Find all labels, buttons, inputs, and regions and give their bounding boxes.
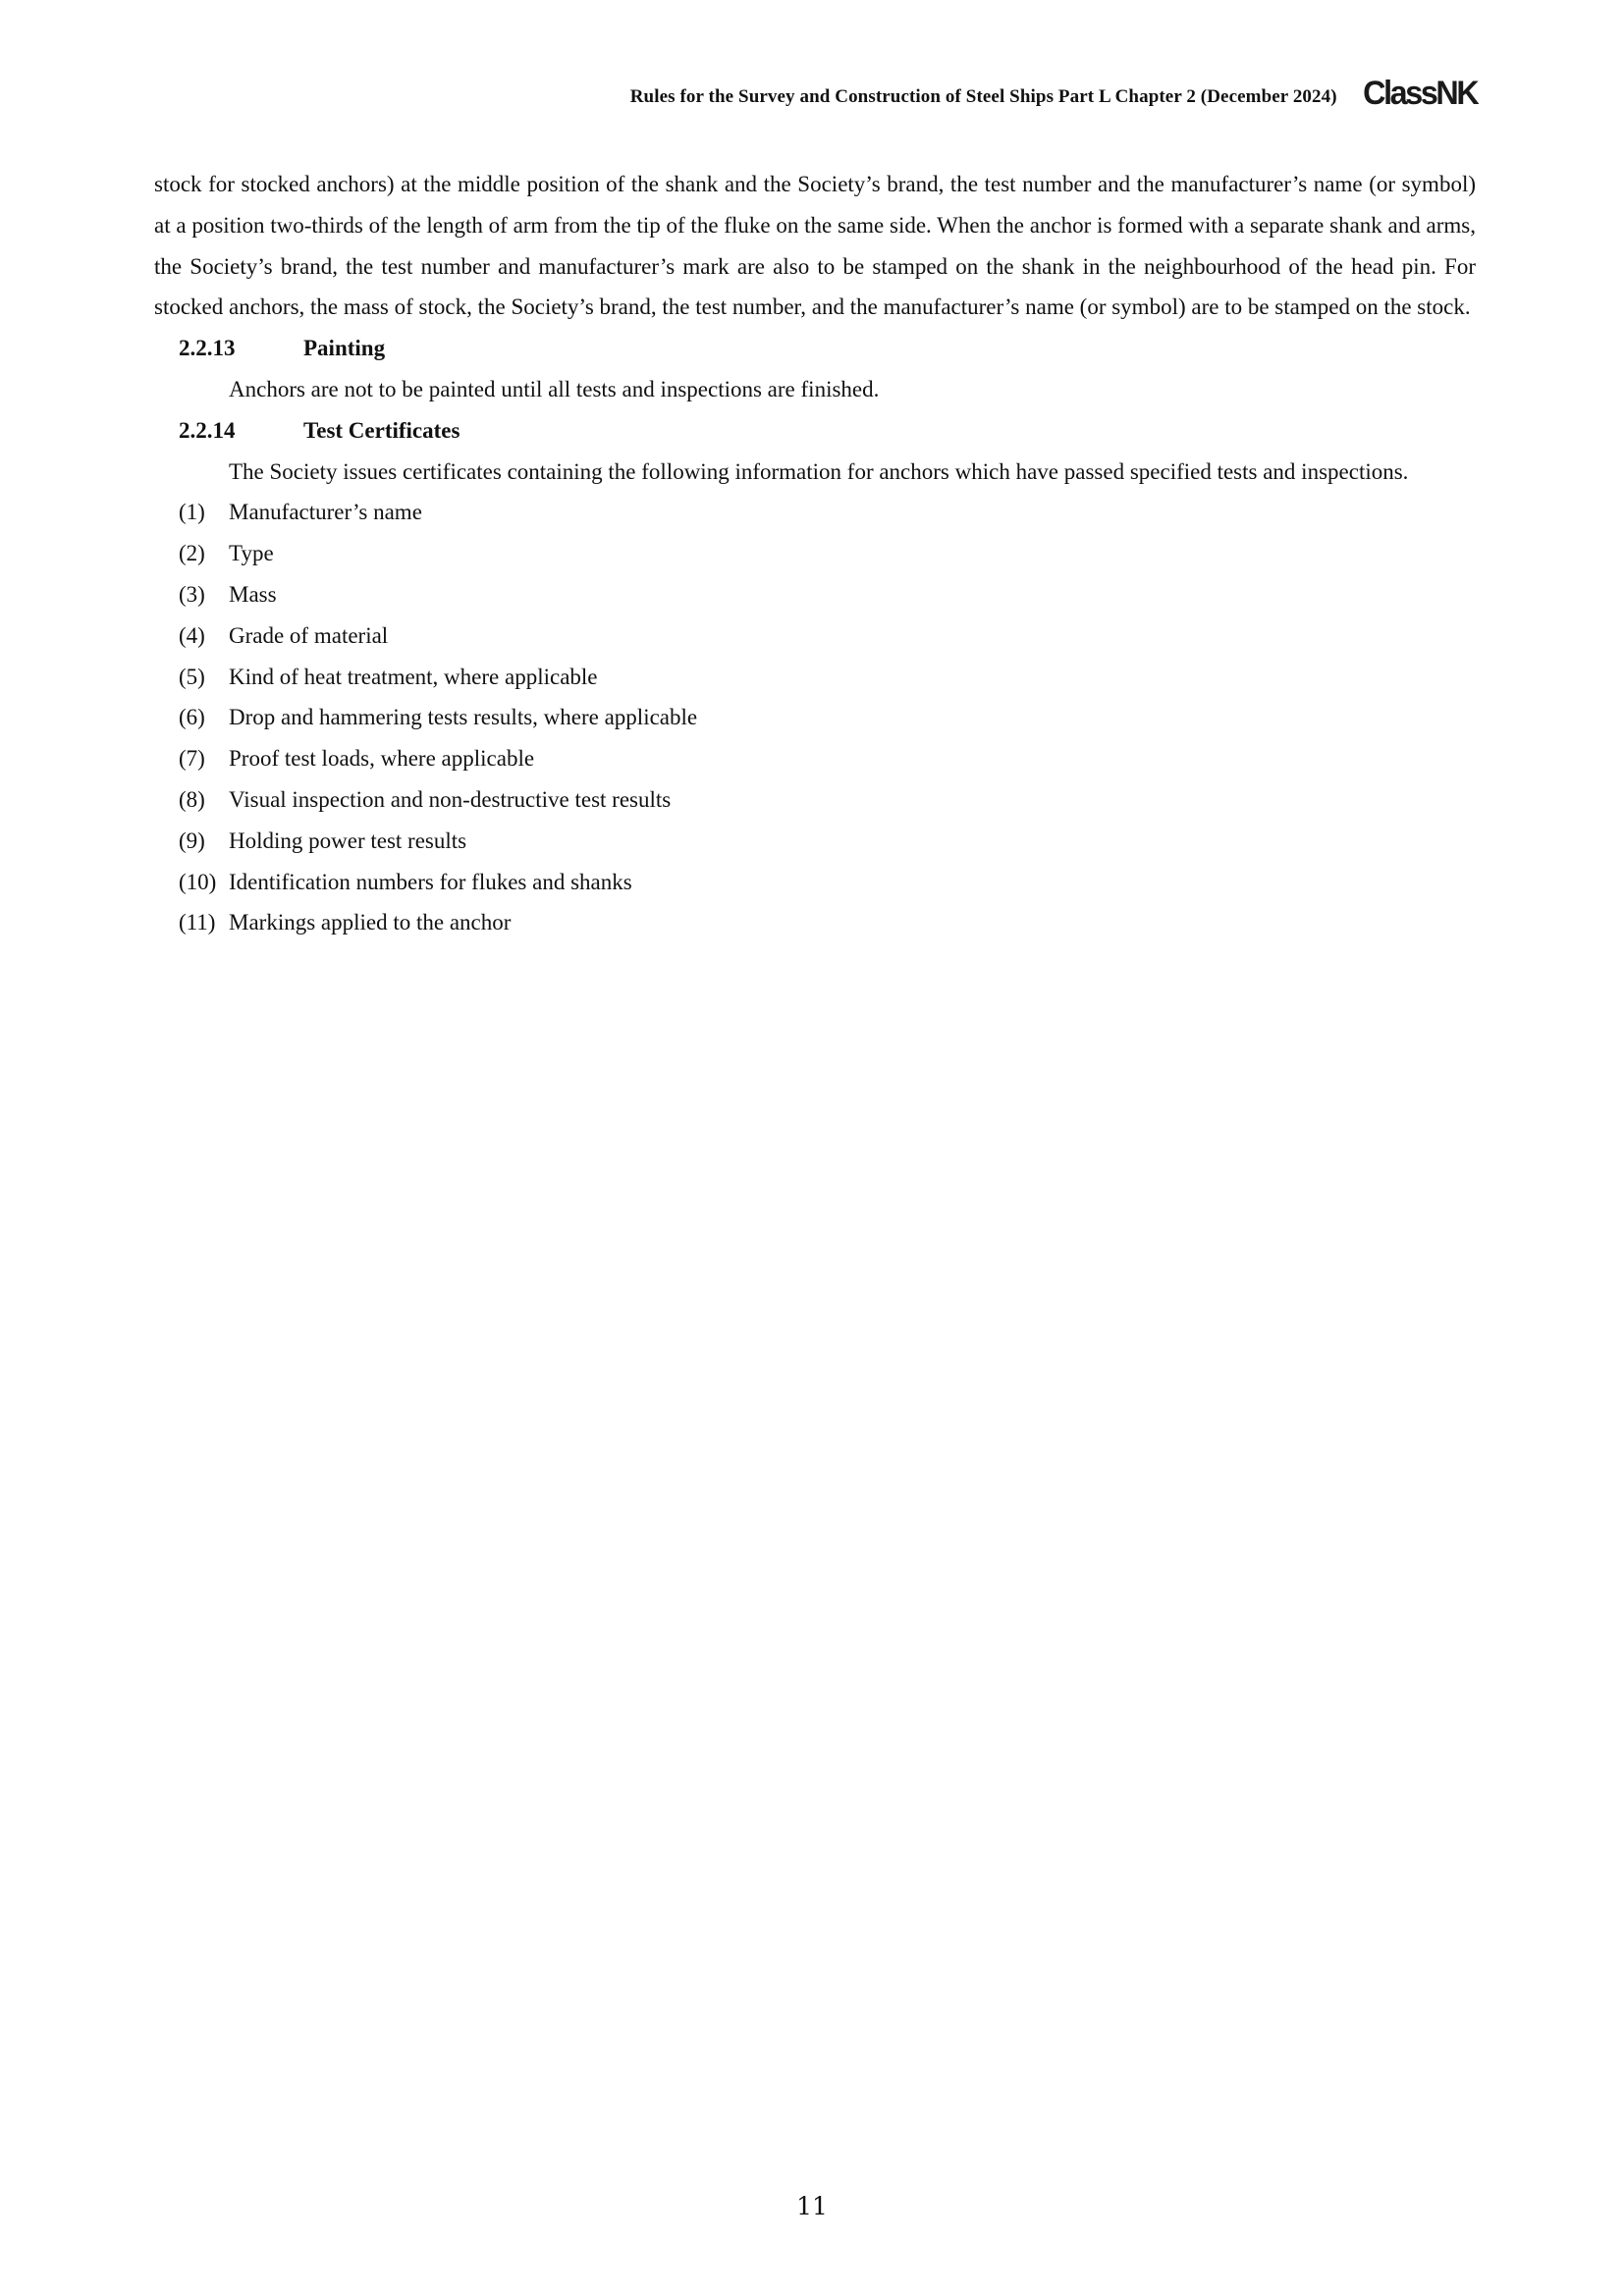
intro-paragraph: stock for stocked anchors) at the middle position of the shank and the Society’s brand, the test number and the manufacturer’s name (or symbol) at a position two-thirds of the length of arm from the tip of the fluke on the same side. When the anchor is formed with a separate shank and arms, the Society’s brand, the test number and manufacturer’s mark are also to be stamped on the shank in the neighbourhood of the head pin. For stocked anchors, the mass of stock, the Society’s brand, the test number, and the manufacturer’s name (or symbol) are to be stamped on the stock.	[154, 172, 1476, 320]
section-title: Test Certificates	[303, 417, 460, 443]
list-item-number: (6)	[179, 705, 205, 730]
header-title: Rules for the Survey and Construction of Steel Ships Part L Chapter 2 (December 2024)	[629, 85, 1337, 107]
list-item	[154, 657, 1476, 698]
section-number: 2.2.13	[179, 336, 236, 361]
list-item-text: Proof test loads, where applicable	[229, 746, 535, 772]
list-item	[154, 779, 1476, 821]
list-item-text: Identification numbers for flukes and shanks	[229, 869, 632, 894]
list-item-number: (4)	[179, 622, 205, 648]
section-heading-painting	[154, 328, 1476, 369]
list-item	[154, 615, 1476, 657]
list-item	[154, 574, 1476, 615]
section-number: 2.2.14	[179, 417, 236, 443]
list-item	[154, 862, 1476, 903]
document-body	[154, 164, 1476, 943]
list-item-number: (2)	[179, 541, 205, 566]
section-heading-test-certificates	[154, 410, 1476, 452]
list-item-number: (9)	[179, 828, 205, 853]
classnk-logo: ClassNK	[1362, 75, 1477, 112]
list-item-text: Markings applied to the anchor	[229, 910, 512, 935]
section-paragraph-painting: Anchors are not to be painted until all tests and inspections are finished.	[229, 376, 880, 401]
list-item-text: Drop and hammering tests results, where applicable	[229, 705, 698, 730]
list-item-number: (7)	[179, 746, 205, 772]
list-item-number: (8)	[179, 786, 205, 812]
list-item-text: Kind of heat treatment, where applicable	[229, 664, 598, 689]
certificate-info-list	[154, 492, 1476, 943]
list-item-number: (3)	[179, 581, 205, 607]
list-item-text: Manufacturer’s name	[229, 500, 422, 525]
list-item-number: (1)	[179, 500, 205, 525]
list-item-number: (11)	[179, 910, 216, 935]
list-item-text: Grade of material	[229, 622, 389, 648]
list-item	[154, 697, 1476, 738]
list-item-text: Visual inspection and non-destructive test results	[229, 786, 672, 812]
page-header	[630, 75, 1477, 113]
list-item	[154, 492, 1476, 533]
list-item-number: (5)	[179, 664, 205, 689]
list-item-number: (10)	[179, 869, 217, 894]
page-number: 11	[796, 2192, 828, 2220]
list-item-text: Mass	[229, 581, 277, 607]
list-item	[154, 821, 1476, 862]
list-item-text: Type	[229, 541, 274, 566]
list-item-text: Holding power test results	[229, 828, 467, 853]
list-item	[154, 533, 1476, 574]
list-item	[154, 738, 1476, 779]
section-paragraph-test-certificates: The Society issues certificates containing the following information for anchors which have passed specified tests and inspections.	[229, 458, 1409, 484]
section-title: Painting	[303, 336, 386, 361]
list-item	[154, 902, 1476, 943]
